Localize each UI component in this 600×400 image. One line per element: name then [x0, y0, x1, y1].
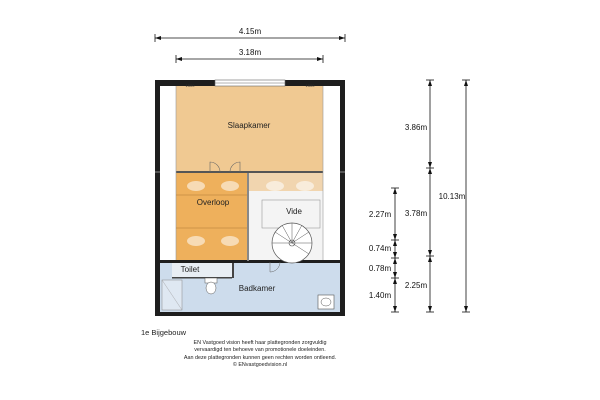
dimension-overall-width: [155, 27, 345, 42]
disclaimer: [130, 340, 390, 370]
label-vide: Vide: [286, 207, 302, 216]
window-tag-right: 1500: [305, 83, 315, 88]
stair-depth-label: 0.74m: [368, 244, 392, 253]
inner-width-label: 3.18m: [238, 48, 262, 57]
wall-bathroom-divider: [155, 260, 345, 263]
middle-depth-label: 3.78m: [404, 209, 428, 218]
window-tag-left: 1500: [185, 83, 195, 88]
bath-depth-label: 2.25m: [404, 281, 428, 290]
wall-bedroom-divider: [155, 171, 345, 173]
disclaimer-line: Aan deze plattegronden kunnen geen rechten worden ontleend.: [183, 354, 337, 361]
dimension-left-column: [369, 188, 399, 312]
roof-slope-right: [323, 86, 340, 260]
floor-title: 1e Bijgebouw: [141, 328, 187, 337]
bath-small-depth-label: 1.40m: [368, 291, 392, 300]
label-badkamer: Badkamer: [238, 284, 276, 293]
label-overloop: Overloop: [196, 198, 230, 207]
toilet-fixture: [205, 278, 217, 294]
disclaimer-line: EN Vastgoed vision heeft haar plattegronden zorgvuldig: [193, 340, 327, 346]
wall-landing-vide: [247, 173, 249, 261]
vide-depth-label: 2.27m: [368, 210, 392, 219]
dimension-middle-column: [405, 80, 434, 312]
total-depth-label: 10.13m: [438, 192, 466, 201]
spiral-staircase: [272, 223, 312, 263]
label-slaapkamer: Slaapkamer: [227, 121, 271, 130]
slaapkamer-depth-label: 3.86m: [404, 123, 428, 132]
dimension-total-depth: [439, 80, 470, 312]
wall-toilet-bottom: [172, 277, 232, 279]
label-toilet: Toilet: [180, 265, 200, 274]
dimension-inner-width: [176, 48, 323, 63]
disclaimer-line: vervaardigd ten behoeve van promotionele doeleinden.: [194, 347, 326, 354]
shower: [162, 280, 182, 310]
disclaimer-line: © ENvastgoedvision.nl: [232, 362, 288, 369]
wall-toilet-side: [232, 263, 234, 278]
roof-slope-left: [160, 86, 176, 260]
overall-width-label: 4.15m: [238, 27, 262, 36]
toilet-depth-label: 0.78m: [368, 264, 392, 273]
washbasin: [318, 295, 334, 309]
